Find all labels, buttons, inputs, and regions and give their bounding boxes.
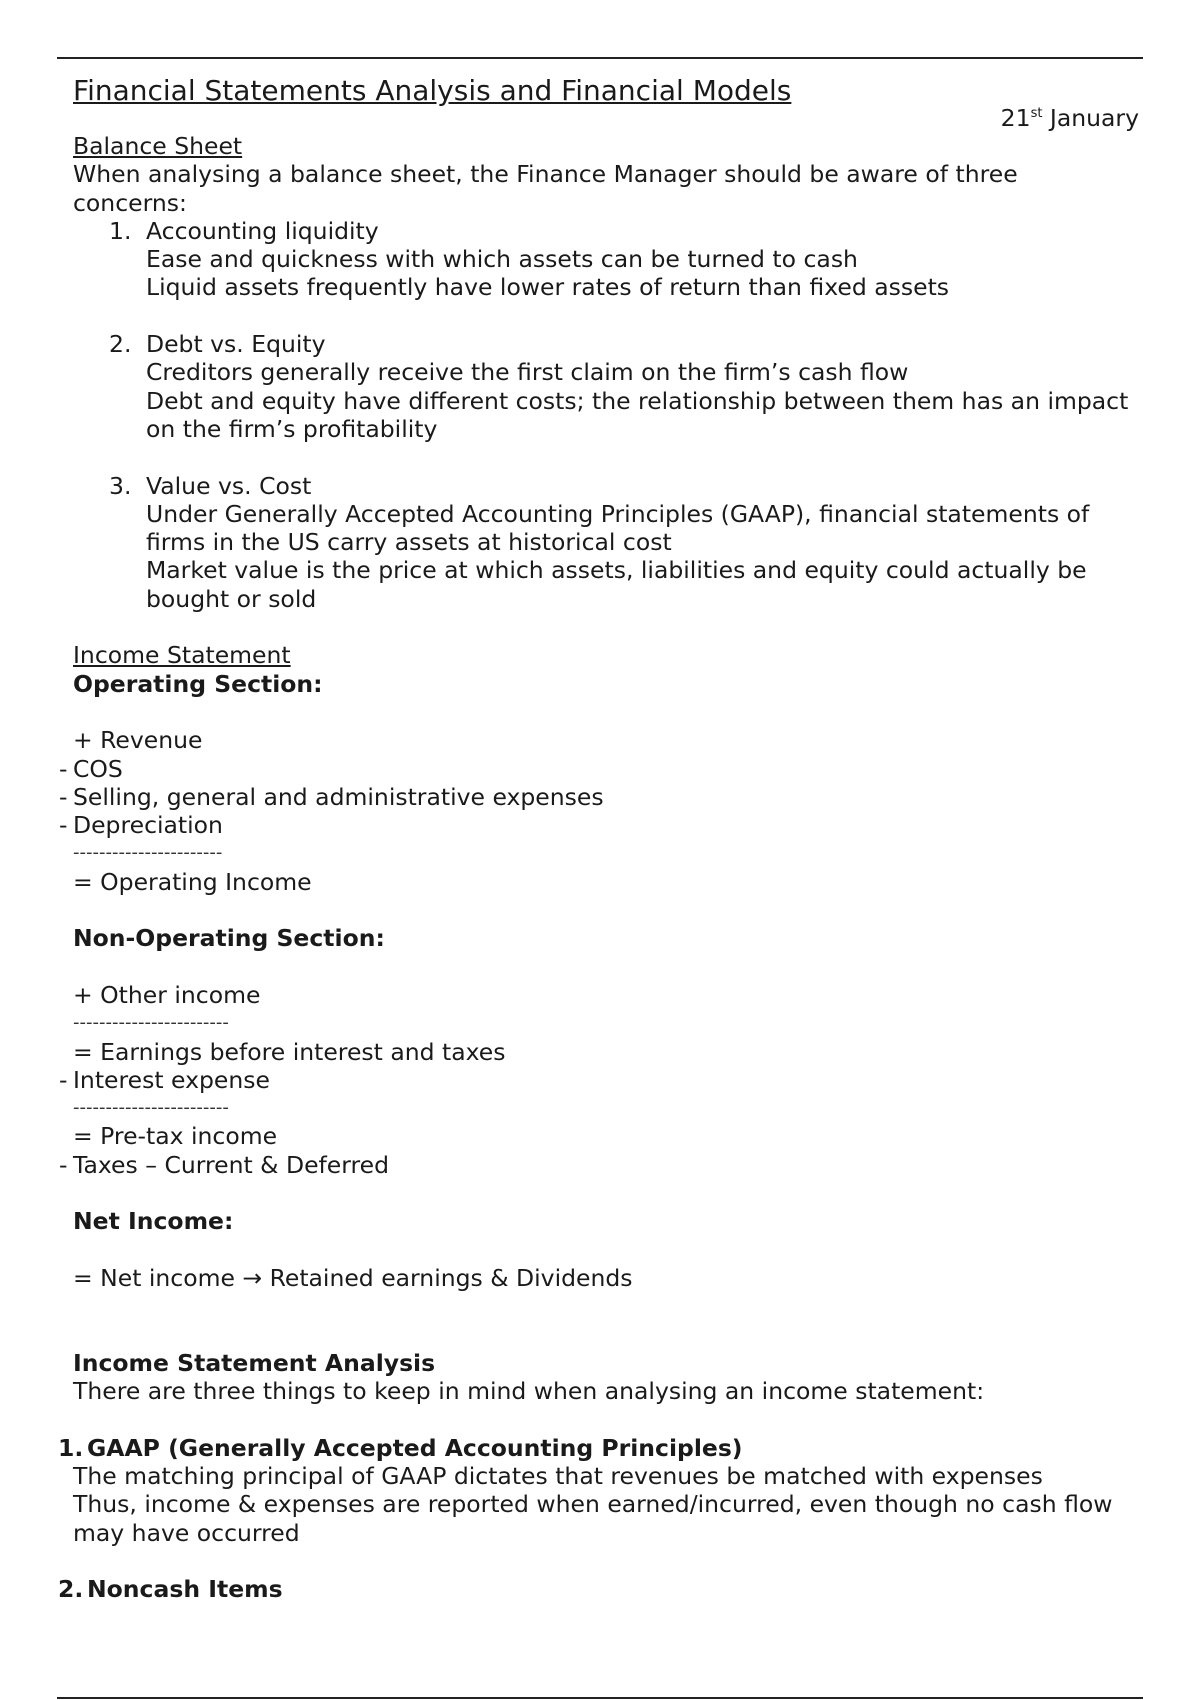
spacer: [73, 1179, 1133, 1207]
line-text: Selling, general and administrative expenses: [73, 782, 604, 811]
list-item: [73, 472, 1133, 613]
spacer: [73, 698, 1133, 726]
line-text: Taxes – Current & Deferred: [73, 1150, 390, 1179]
other-income-line: + Other income: [73, 980, 261, 1009]
list-item-line: Creditors generally receive the first claim on the firm’s cash flow: [146, 358, 909, 387]
cos-line: [59, 754, 1133, 783]
list-item-line: Thus, income & expenses are reported when earned/incurred, even though no cash flow may have occurred: [73, 1490, 1113, 1547]
bottom-rule: [57, 1697, 1143, 1699]
balance-sheet-intro: When analysing a balance sheet, the Finance Manager should be aware of three concerns:: [73, 160, 1018, 217]
net-income-label: Net Income:: [73, 1207, 234, 1236]
date-suffix: st: [1030, 106, 1043, 121]
line-text: Depreciation: [73, 811, 223, 840]
minus-sign: -: [59, 1150, 68, 1179]
spacer: [73, 443, 1133, 471]
list-item-line: Liquid assets frequently have lower rates of return than fixed assets: [146, 273, 950, 302]
operating-income-line: = Operating Income: [73, 867, 312, 896]
pretax-income-line: = Pre-tax income: [73, 1122, 278, 1151]
balance-sheet-heading: Balance Sheet: [73, 132, 243, 160]
line-text: COS: [73, 754, 123, 783]
dash-separator: ------------------------: [73, 1012, 229, 1034]
list-number: 1.: [58, 1433, 84, 1462]
spacer: [73, 1292, 1133, 1320]
list-item-title: Debt vs. Equity: [146, 330, 326, 359]
list-item-title: Noncash Items: [87, 1575, 283, 1604]
list-item-title: Accounting liquidity: [146, 216, 379, 245]
list-item-title: Value vs. Cost: [146, 471, 312, 500]
minus-sign: -: [59, 782, 68, 811]
top-rule: [57, 57, 1143, 59]
list-item-title: GAAP (Generally Accepted Accounting Principles): [87, 1433, 743, 1462]
line-text: Interest expense: [73, 1065, 270, 1094]
spacer: [73, 896, 1133, 924]
list-item-line: Ease and quickness with which assets can be turned to cash: [146, 245, 858, 274]
spacer: [73, 1320, 1133, 1348]
list-number: 3.: [109, 471, 132, 500]
minus-sign: -: [59, 1065, 68, 1094]
income-statement-heading: Income Statement: [73, 641, 291, 670]
minus-sign: -: [59, 754, 68, 783]
operating-section-label: Operating Section:: [73, 669, 323, 698]
ebit-line: = Earnings before interest and taxes: [73, 1037, 506, 1066]
minus-sign: -: [59, 811, 68, 840]
analysis-item-noncash: [58, 1575, 1133, 1604]
revenue-line: + Revenue: [73, 726, 203, 755]
document-title: Financial Statements Analysis and Financial Models: [73, 74, 792, 107]
spacer: [73, 1405, 1133, 1433]
analysis-heading: Income Statement Analysis: [73, 1348, 436, 1377]
date-day: 21: [1000, 104, 1031, 132]
spacer: [73, 953, 1133, 981]
net-income-line: = Net income → Retained earnings & Dividends: [73, 1263, 633, 1292]
dash-separator: ------------------------: [73, 1097, 229, 1119]
list-item-line: Under Generally Accepted Accounting Principles (GAAP), financial statements of firms in the US carry assets at historical cost: [146, 499, 1090, 557]
interest-expense-line: [59, 1065, 1133, 1094]
balance-sheet-concerns: [73, 217, 1133, 613]
list-number: 2.: [58, 1575, 84, 1604]
sga-line: [59, 782, 1133, 811]
list-item: [73, 217, 1133, 302]
spacer: [73, 302, 1133, 330]
non-operating-section-label: Non-Operating Section:: [73, 924, 385, 953]
spacer: [73, 613, 1133, 641]
document-body: [58, 74, 1139, 1604]
list-number: 1.: [109, 216, 132, 245]
list-number: 2.: [109, 330, 132, 359]
document-date: [73, 104, 1139, 132]
dash-separator: -----------------------: [73, 842, 223, 864]
spacer: [73, 1547, 1133, 1575]
depreciation-line: [59, 811, 1133, 840]
list-item-line: The matching principal of GAAP dictates that revenues be matched with expenses: [73, 1461, 1043, 1490]
list-item-line: Market value is the price at which assets, liabilities and equity could actually be bought or sold: [146, 556, 1087, 613]
analysis-intro: There are three things to keep in mind when analysing an income statement:: [73, 1377, 985, 1406]
list-item-line: Debt and equity have different costs; the relationship between them has an impact on the firm’s profitability: [146, 386, 1129, 443]
taxes-line: [59, 1150, 1133, 1179]
list-item: [73, 330, 1133, 443]
date-month: January: [1042, 104, 1139, 132]
analysis-item-gaap: [58, 1433, 1133, 1462]
spacer: [73, 1236, 1133, 1264]
